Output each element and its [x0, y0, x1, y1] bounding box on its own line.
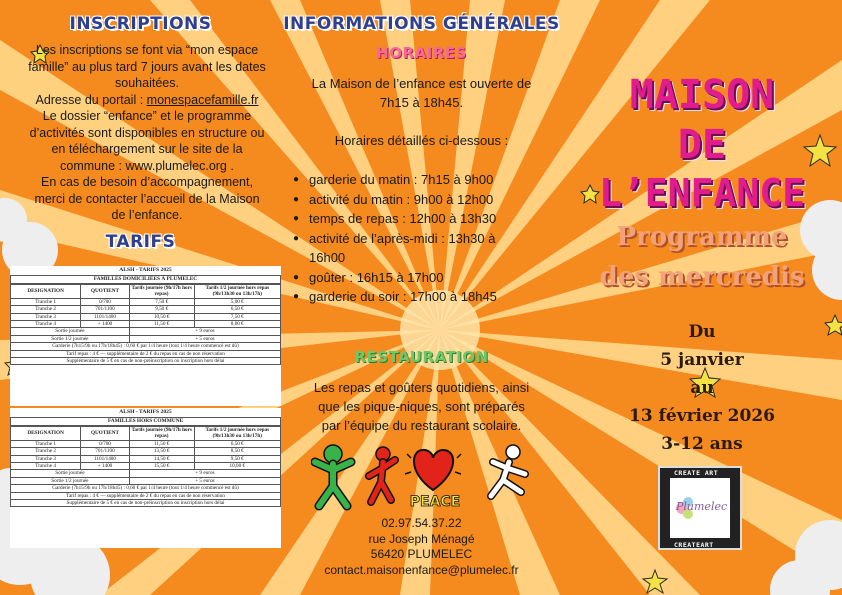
table-row: Sortie journée + 9 euros [11, 328, 281, 335]
inscriptions-title: INSCRIPTIONS [69, 14, 212, 34]
table-row: Supplémentaire de 5 € en cas de non-préinscription ou inscription hors délai [11, 500, 281, 507]
table-row: Tranche 1 0/700 7,50 € 5,00 € [11, 298, 281, 305]
table-row: Tranche 2 701/1100 9,50 € 6,50 € [11, 306, 281, 313]
create-art-logo: CREATE ART CREATEART Plumelec [658, 466, 742, 550]
table-row: Tarif repas : 4 € — supplémentaire de 2 € du repas en cas de non réservation [11, 492, 281, 499]
table-row: Tranche 4 + 1400 15,50 € 10,00 € [11, 463, 281, 470]
opening-text: La Maison de l’enfance est ouverte de 7h15 à 18h45. [311, 76, 532, 110]
table-row: Garderie (7h15/9h ou 17h/18h45) : 0,60 € par 1/4 heure (tout 1/4 heure commencé est dû) [11, 485, 281, 492]
tarifs-title: TARIFS [105, 232, 176, 252]
list-item: ● garderie du soir : 17h00 à 18h45 [293, 287, 497, 307]
tarifs-table-hors-commune: ALSH - TARIFS 2025 FAMILLES HORS COMMUNE DESIGNATION QUOTIENT Tarifs journée (9h/17h hors repas) Tarifs 1/2 journée hors repas (9h/13h30 ou 13h/17h) Tranche 1 0/700 11,50 € 6,50 € Tranche 2 701/1100 13,50 € 8,50 € Tranche 3 1101/1400 14,50 € 9,50 € Tranche 4 + 1400 15,50 € 10,00 € Sortie journée + 9 euros Sortie 1/2 journée + 5 euros Garderie (7h15/9h ou 17h/18h45) : 0,60 € par 1/4 heure (tout 1/4 heure commencé est dû) Tarif repas : 4 € — supplémentaire de 2 € du repas en cas de non réservation Supplémentaire de 5 € en cas de non-préinscription ou inscription hors délai [10, 408, 281, 548]
list-item: ● temps de repas : 12h00 à 13h30 [293, 209, 497, 229]
table-row: Sortie journée + 9 euros [11, 470, 281, 477]
list-item: ● garderie du matin : 7h15 à 9h00 [293, 170, 497, 190]
restauration-title: RESTAURATION [354, 348, 489, 366]
peace-figures-illustration [311, 440, 541, 512]
left-panel [0, 0, 281, 595]
right-panel [562, 0, 842, 595]
green-figure-icon [315, 445, 351, 506]
table-row: Sortie 1/2 journée + 5 euros [11, 335, 281, 342]
schedule-list [293, 170, 497, 307]
title-line-3: L’ENFANCE [599, 171, 805, 215]
title-line-2: DE [677, 122, 727, 168]
info-title: INFORMATIONS GÉNÉRALES [283, 14, 560, 34]
table-row: Sortie 1/2 journée + 5 euros [11, 477, 281, 484]
heart-icon [405, 450, 461, 490]
table-row: Tranche 4 + 1400 11,50 € 8,00 € [11, 321, 281, 328]
middle-panel [281, 0, 562, 595]
title-line-1: MAISON [629, 72, 775, 118]
list-item: ● activité de l’après-midi : 13h30 à [293, 229, 497, 249]
programme-line-1: Programme [616, 222, 788, 252]
table-row: Supplémentaire de 5 € en cas de non-préinscription ou inscription hors délai [11, 358, 281, 365]
tarifs-table-plumelec: ALSH - TARIFS 2025 FAMILLES DOMICILIÉES À PLUMELEC DESIGNATION QUOTIENT Tarifs journée (9h/17h hors repas) Tarifs 1/2 journée hors repas (9h/13h30 ou 13h/17h) Tranche 1 0/700 7,50 € 5,00 € Tranche 2 701/1100 9,50 € 6,50 € Tranche 3 1101/1400 10,50 € 7,50 € Tranche 4 + 1400 11,50 € 8,00 € Sortie journée + 9 euros Sortie 1/2 journée + 5 euros Garderie (7h15/9h ou 17h/18h45) : 0,60 € par 1/4 heure (tout 1/4 heure commencé est dû) Tarif repas : 4 € — supplémentaire de 2 € du repas en cas de non réservation Supplémentaire de 5 € en cas de non-préinscription ou inscription hors délai [10, 266, 281, 406]
restauration-text: Les repas et goûters quotidiens, ainsi que les pique-niques, sont préparés par l’équipe du restaurant scolaire. [313, 380, 530, 433]
table-row: Garderie (7h15/9h ou 17h/18h45) : 0,60 € par 1/4 heure (tout 1/4 heure commencé est dû) [11, 343, 281, 350]
table-row: Tranche 2 701/1100 13,50 € 8,50 € [11, 448, 281, 455]
city: 56420 PLUMELEC [370, 547, 473, 561]
table-row: Tarif repas : 4 € — supplémentaire de 2 € du repas en cas de non réservation [11, 350, 281, 357]
contact-block [281, 516, 562, 578]
details-intro: Horaires détaillés ci-dessous : [334, 133, 509, 148]
list-item: ● activité du matin : 9h00 à 12h00 [293, 190, 497, 210]
table-row: Tranche 3 1101/1400 10,50 € 7,50 € [11, 313, 281, 320]
white-figure-icon [491, 445, 525, 496]
street: rue Joseph Ménagé [368, 531, 475, 546]
portal-link[interactable]: monespacefamille.fr [146, 92, 259, 107]
list-item-continuation: 16h00 [309, 250, 346, 265]
dates-block: Du 5 janvier au 13 février 2026 3-12 ans [628, 322, 775, 454]
peace-label: PEACE [409, 494, 461, 510]
horaires-title: HORAIRES [376, 44, 467, 62]
list-item: ● goûter : 16h15 à 17h00 [293, 268, 497, 288]
red-figure-icon [369, 447, 395, 502]
programme-line-2: des mercredis [599, 262, 805, 292]
table-row: Tranche 3 1101/1400 14,50 € 9,50 € [11, 455, 281, 462]
email-link[interactable]: contact.maisonenfance@plumelec.fr [324, 562, 519, 577]
inscriptions-text: Les inscriptions se font via “mon espace famille” au plus tard 7 jours avant les dates souhaitées. Adresse du portail : monespacefamille.fr Le dossier “enfance” et le programme d’activités sont disponibles en structure ou en téléchargement sur le site de la commune : www.plumelec.org . En cas de besoin d’accompagnement, merci de contacter l’accueil de la Maison de l’enfance. [28, 43, 266, 222]
table-row: Tranche 1 0/700 11,50 € 6,50 € [11, 440, 281, 447]
phone: 02.97.54.37.22 [381, 516, 462, 530]
